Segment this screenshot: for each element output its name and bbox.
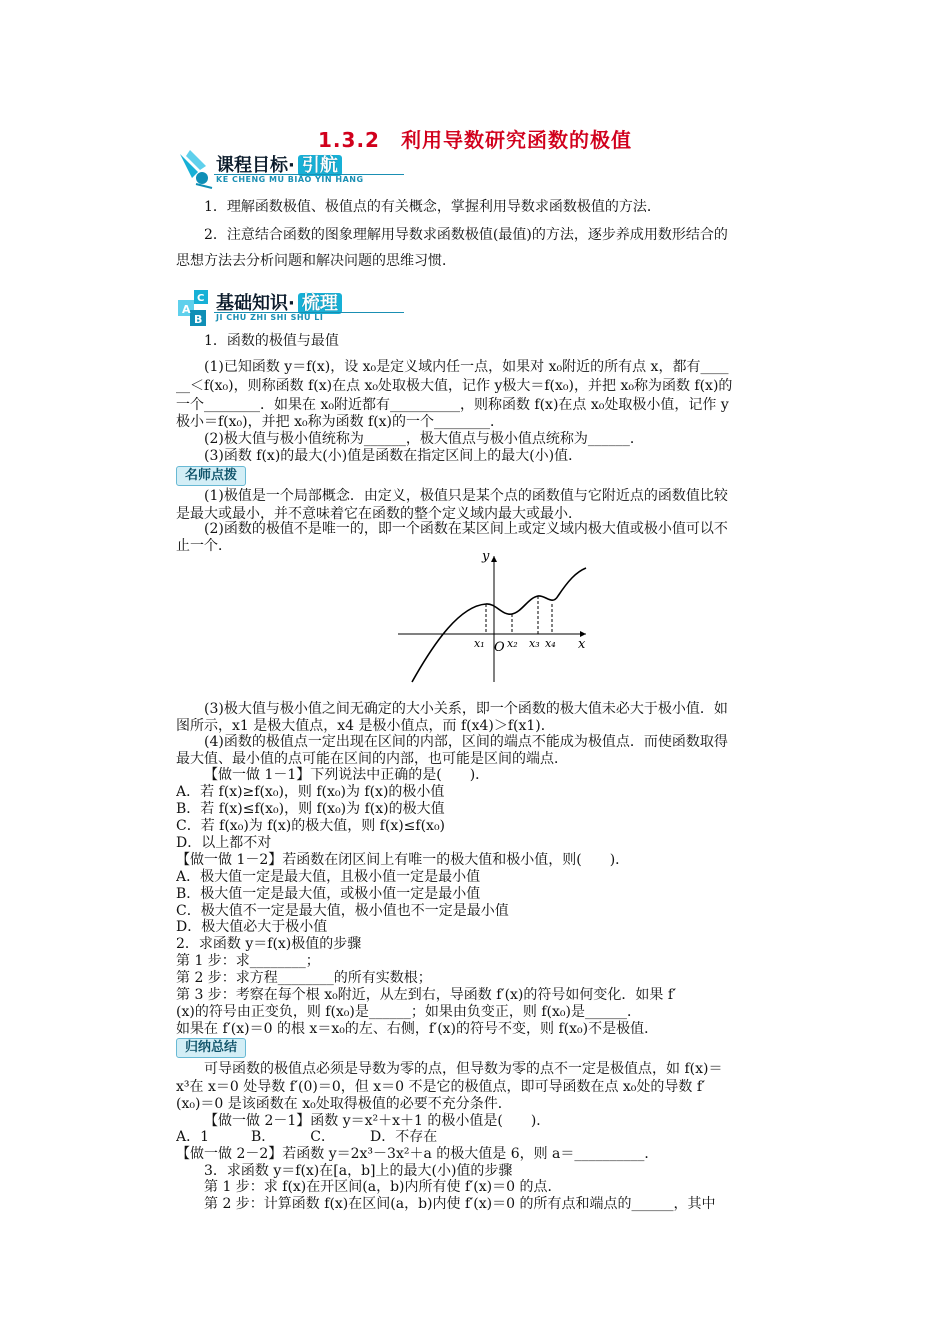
exercise-option: D．极大值必大于极小值: [176, 919, 328, 935]
banner-title-text: 课程目标: [216, 155, 288, 176]
step-line: 如果在 f′(x)＝0 的根 x＝x₀的左、右侧，f′(x)的符号不变，则 f(x₀)不是极值．: [176, 1021, 659, 1037]
goal-line-3: 思想方法去分析问题和解决问题的思维习惯．: [176, 253, 456, 269]
tick-label-x4: x₄: [545, 637, 556, 650]
exercise-option: D．以上都不对: [176, 835, 272, 851]
exercise-title: 【做一做 1－2】若函数在闭区间上有唯一的极大值和极小值，则( )．: [176, 852, 630, 868]
def-line: 极小＝f(x₀)，并把 x₀称为函数 f(x)的一个________．: [176, 414, 505, 430]
section-heading-3: 3．求函数 y＝f(x)在[a，b]上的最大(小)值的步骤: [204, 1163, 513, 1179]
goal-line-1: 1．理解函数极值、极值点的有关概念，掌握利用导数求函数极值的方法．: [204, 199, 661, 215]
tips-label: 名师点拨: [176, 466, 246, 486]
body-line: (4)函数的极值点一定出现在区间的内部，区间的端点不能成为极值点．而使函数取得: [204, 734, 728, 750]
tips-line: (2)函数的极值不是唯一的，即一个函数在某区间上或定义域内极大值或极小值可以不: [204, 521, 728, 537]
step-line: 第 2 步：计算函数 f(x)在区间(a，b)内使 f′(x)＝0 的所有点和端点的______，其中: [204, 1196, 716, 1212]
banner-pinyin: JI CHU ZHI SHI SHU LI: [216, 313, 324, 322]
y-axis-label: y: [482, 549, 490, 564]
step-line: 第 2 步：求方程________的所有实数根；: [176, 970, 432, 986]
svg-text:C: C: [197, 293, 205, 304]
tick-label-x3: x₃: [529, 637, 540, 650]
exercise-option: C．若 f(x₀)为 f(x)的极大值，则 f(x)≤f(x₀): [176, 818, 446, 834]
exercise-option: A．极大值一定是最大值，且极小值一定是最小值: [176, 869, 481, 885]
exercise-option: A．若 f(x)≥f(x₀)，则 f(x₀)为 f(x)的极小值: [176, 784, 445, 800]
x-axis-label: x: [578, 637, 586, 652]
body-line: (3)极大值与极小值之间无确定的大小关系，即一个函数的极大值未必大于极小值．如: [204, 701, 728, 717]
step-line: 第 1 步：求 f(x)在开区间(a，b)内所有使 f′(x)＝0 的点．: [204, 1179, 562, 1195]
body-line: 最大值、最小值的点可能在区间的内部，也可能是区间的端点．: [176, 751, 568, 767]
exercise-option: A．1 B． C． D．不存在: [176, 1129, 438, 1145]
banner-title-text: 基础知识: [216, 293, 288, 314]
step-line: 第 3 步：考察在每个根 x₀附近，从左到右，导函数 f′(x)的符号如何变化．如果 f′: [176, 987, 677, 1003]
tips-line: 是最大或最小，并不意味着它在函数的整个定义域内最大或最小．: [176, 506, 582, 522]
exercise-option: B．若 f(x)≤f(x₀)，则 f(x₀)为 f(x)的极大值: [176, 801, 445, 817]
banner-tag: 引航: [298, 155, 342, 176]
function-curve: [412, 568, 586, 682]
svg-text:B: B: [194, 313, 203, 326]
banner-pinyin: KE CHENG MU BIAO YIN HANG: [216, 175, 364, 184]
section-heading-1: 1．函数的极值与最值: [204, 333, 339, 349]
summary-line: (x₀)＝0 是该函数在 x₀处取得极值的必要不充分条件．: [176, 1096, 512, 1112]
section-banner-basics: [176, 286, 406, 330]
banner-tag: 梳理: [298, 293, 342, 314]
tips-line: 止一个．: [176, 538, 232, 554]
step-line: (x)的符号由正变负，则 f(x₀)是______；如果由负变正，则 f(x₀)是______．: [176, 1004, 641, 1020]
tick-label-x1: x₁: [474, 637, 485, 650]
exercise-title: 【做一做 2－1】函数 y＝x²＋x＋1 的极小值是( )．: [204, 1113, 551, 1129]
tips-line: (1)极值是一个局部概念．由定义，极值只是某个点的函数值与它附近点的函数值比较: [204, 488, 728, 504]
banner-title: 课程目标· 引航: [216, 151, 342, 177]
def-line: (1)已知函数 y＝f(x)，设 x₀是定义域内任一点，如果对 x₀附近的所有点 x，都有____: [204, 359, 729, 375]
banner-title: 基础知识· 梳理: [216, 289, 342, 315]
function-graph: [390, 546, 600, 686]
exercise-title: 【做一做 2－2】若函数 y＝2x³－3x²＋a 的极大值是 6，则 a＝__________．: [176, 1146, 659, 1162]
def-line: __＜f(x₀)，则称函数 f(x)在点 x₀处取极大值，记作 y极大＝f(x₀)，并把 x₀称为函数 f(x)的: [176, 378, 733, 394]
abc-blocks-icon: [176, 286, 216, 330]
summary-line: x³在 x＝0 处导数 f′(0)＝0，但 x＝0 不是它的极值点，即可导函数在点 x₀处的导数 f′: [176, 1079, 706, 1095]
def-line: (2)极大值与极小值统称为______，极大值点与极小值点统称为______．: [204, 431, 644, 447]
page-title: 1.3.2 利用导数研究函数的极值: [318, 128, 632, 152]
body-line: 图所示，x1 是极大值点，x4 是极小值点，而 f(x4)＞f(x1)．: [176, 718, 555, 734]
section-banner-goals: [176, 148, 406, 192]
exercise-option: B．极大值一定是最大值，或极小值一定是最小值: [176, 886, 481, 902]
step-line: 第 1 步：求________；: [176, 953, 320, 969]
origin-label: O: [494, 640, 505, 655]
summary-line: 可导函数的极值点必须是导数为零的点，但导数为零的点不一定是极值点，如 f(x)＝: [204, 1061, 723, 1077]
def-line: (3)函数 f(x)的最大(小)值是函数在指定区间上的最大(小)值．: [204, 448, 583, 464]
satellite-icon: [176, 148, 216, 192]
def-line: 一个________．如果在 x₀附近都有__________，则称函数 f(x)在点 x₀处取极小值，记作 y: [176, 397, 729, 413]
section-heading-2: 2．求函数 y＝f(x)极值的步骤: [176, 936, 362, 952]
exercise-option: C．极大值不一定是最大值，极小值也不一定是最小值: [176, 903, 509, 919]
goal-line-2: 2．注意结合函数的图象理解用导数求函数极值(最值)的方法，逐步养成用数形结合的: [204, 227, 728, 243]
svg-text:A: A: [182, 303, 191, 316]
summary-label: 归纳总结: [176, 1038, 246, 1058]
exercise-title: 【做一做 1－1】下列说法中正确的是( )．: [204, 767, 490, 783]
tick-label-x2: x₂: [507, 637, 518, 650]
